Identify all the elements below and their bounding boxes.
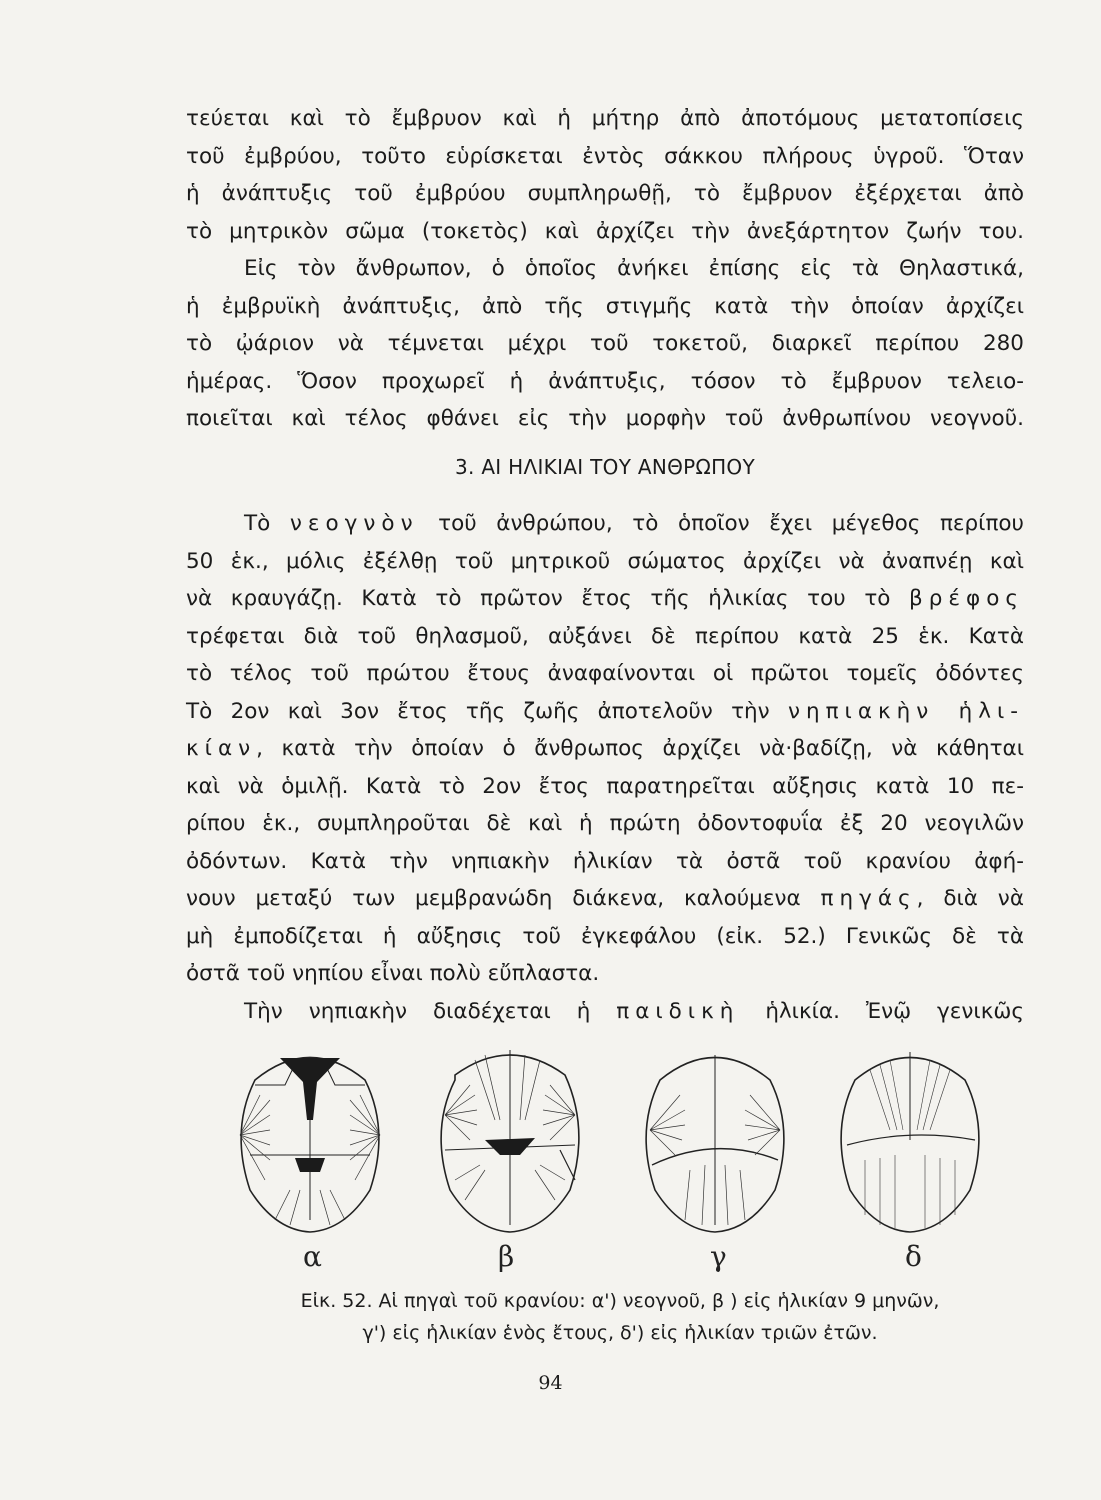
text-line xyxy=(186,730,1024,768)
figure-label-c: γ xyxy=(710,1240,727,1273)
text-line: Εἰς τὸν ἄνθρωπον, ὁ ὁποῖος ἀνήκει ἐπίσης εἰς τὰ Θηλαστικά, xyxy=(244,256,1024,281)
text-line xyxy=(186,580,1024,618)
text-line: καὶ νὰ ὁμιλῇ. Κατὰ τὸ 2ον ἔτος παρατηρεῖται αὔξησις κατὰ 10 πε- xyxy=(186,773,1024,799)
spaced-term-paidiki: παιδικὴ xyxy=(616,998,740,1024)
text-run: ἡλικία. Ἐνῷ γενικῶς xyxy=(739,998,1024,1024)
text-line xyxy=(186,880,1024,918)
text-run: νουν μεταξύ των μεμβρανώδη διάκενα, καλούμενα xyxy=(186,886,821,911)
figure-label-a: α xyxy=(303,1240,322,1273)
spaced-term-vrefos: βρέφος xyxy=(909,586,1024,611)
text-line: ἡμέρας. Ὅσον προχωρεῖ ἡ ἀνάπτυξις, τόσον τὸ ἔμβρυον τελειο- xyxy=(186,368,1024,394)
page-number: 94 xyxy=(538,1372,563,1394)
section-heading: 3. ΑΙ ΗΛΙΚΙΑΙ ΤΟΥ ΑΝΘΡΩΠΟΥ xyxy=(454,455,755,479)
text-line: τεύεται καὶ τὸ ἔμβρυον καὶ ἡ μήτηρ ἀπὸ ἀποτόμους μετατοπίσεις xyxy=(186,106,1024,131)
skull-fontanelles-figure xyxy=(225,1040,1015,1275)
figure-label-b: β xyxy=(498,1240,515,1273)
caption-line-1: Εἰκ. 52. Αἱ πηγαὶ τοῦ κρανίου: α') νεογνοῦ, β ) εἰς ἡλικίαν 9 μηνῶν, xyxy=(300,1290,940,1312)
caption-line-2: γ') εἰς ἡλικίαν ἑνὸς ἔτους, δ') εἰς ἡλικίαν τριῶν ἐτῶν. xyxy=(362,1322,878,1344)
text-run: Τὸ 2ον καὶ 3ον ἔτος τῆς ζωῆς ἀποτελοῦν τὴν xyxy=(186,698,788,724)
text-line xyxy=(186,993,1024,1031)
text-line xyxy=(186,505,1024,543)
text-run: νὰ κραυγάζῃ. Κατὰ τὸ πρῶτον ἔτος τῆς ἡλικίας του τὸ xyxy=(186,586,910,611)
skull-9-months-drawing xyxy=(425,1040,595,1240)
text-line: τὸ τέλος τοῦ πρώτου ἔτους ἀναφαίνονται οἱ πρῶτοι τομεῖς ὀδόντες xyxy=(186,661,1024,686)
text-run: , κατὰ τὴν ὁποίαν ὁ ἄνθρωπος ἀρχίζει νὰ·βαδίζῃ, νὰ κάθηται xyxy=(256,736,1024,761)
text-run: Τὸ xyxy=(244,511,290,536)
text-line: τὸ ᾠάριον νὰ τέμνεται μέχρι τοῦ τοκετοῦ, διαρκεῖ περίπου 280 xyxy=(186,331,1024,356)
text-line: ἡ ἐμβρυϊκὴ ἀνάπτυξις, ἀπὸ τῆς στιγμῆς κατὰ τὴν ὁποίαν ἀρχίζει xyxy=(186,293,1024,319)
paragraph-embryo xyxy=(186,100,1024,438)
text-line: ὀστᾶ τοῦ νηπίου εἶναι πολὺ εὔπλαστα. xyxy=(186,961,600,986)
text-run: Τὴν νηπιακὴν διαδέχεται ἡ xyxy=(244,998,617,1024)
spaced-term-neogno: νεογνὸν xyxy=(289,511,419,536)
skull-newborn-drawing xyxy=(225,1040,395,1240)
text-line: ἡ ἀνάπτυξις τοῦ ἐμβρύου συμπληρωθῇ, τὸ ἔμβρυον ἐξέρχεται ἀπὸ xyxy=(186,181,1024,206)
figure-label-d: δ xyxy=(905,1240,922,1273)
text-line xyxy=(186,693,1024,731)
text-run: , διὰ νὰ xyxy=(916,886,1024,911)
text-line: ρίπου ἑκ., συμπληροῦται δὲ καὶ ἡ πρώτη ὀδοντοφυΐα ἐξ 20 νεογιλῶν xyxy=(186,811,1024,836)
text-line: ποιεῖται καὶ τέλος φθάνει εἰς τὴν μορφὴν τοῦ ἀνθρωπίνου νεογνοῦ. xyxy=(186,406,1024,431)
text-line: μὴ ἐμποδίζεται ἡ αὔξησις τοῦ ἐγκεφάλου (εἰκ. 52.) Γενικῶς δὲ τὰ xyxy=(186,923,1024,949)
skull-1-year-drawing xyxy=(630,1040,800,1240)
spaced-term-piges: πηγάς xyxy=(820,886,917,911)
paragraph-ages xyxy=(186,505,1024,1030)
text-line: ὀδόντων. Κατὰ τὴν νηπιακὴν ἡλικίαν τὰ ὀστᾶ τοῦ κρανίου ἀφή- xyxy=(186,848,1024,874)
text-line: 50 ἑκ., μόλις ἐξέλθῃ τοῦ μητρικοῦ σώματος ἀρχίζει νὰ ἀναπνέῃ καὶ xyxy=(186,548,1024,574)
skull-3-years-drawing xyxy=(825,1040,995,1240)
text-run: τοῦ ἀνθρώπου, τὸ ὁποῖον ἔχει μέγεθος περίπου xyxy=(418,511,1024,536)
figure-caption xyxy=(240,1285,1000,1349)
spaced-term-nipiaki: νηπιακὴν ἡλι- xyxy=(787,698,1024,724)
text-line: τοῦ ἐμβρύου, τοῦτο εὑρίσκεται ἐντὸς σάκκου πλήρους ὑγροῦ. Ὅταν xyxy=(186,143,1024,169)
spaced-term-nipiaki-cont: κίαν xyxy=(186,736,257,761)
text-line: τὸ μητρικὸν σῶμα (τοκετὸς) καὶ ἀρχίζει τὴν ἀνεξάρτητον ζωήν του. xyxy=(186,218,1024,244)
text-line: τρέφεται διὰ τοῦ θηλασμοῦ, αὐξάνει δὲ περίπου κατὰ 25 ἑκ. Κατὰ xyxy=(186,623,1024,649)
